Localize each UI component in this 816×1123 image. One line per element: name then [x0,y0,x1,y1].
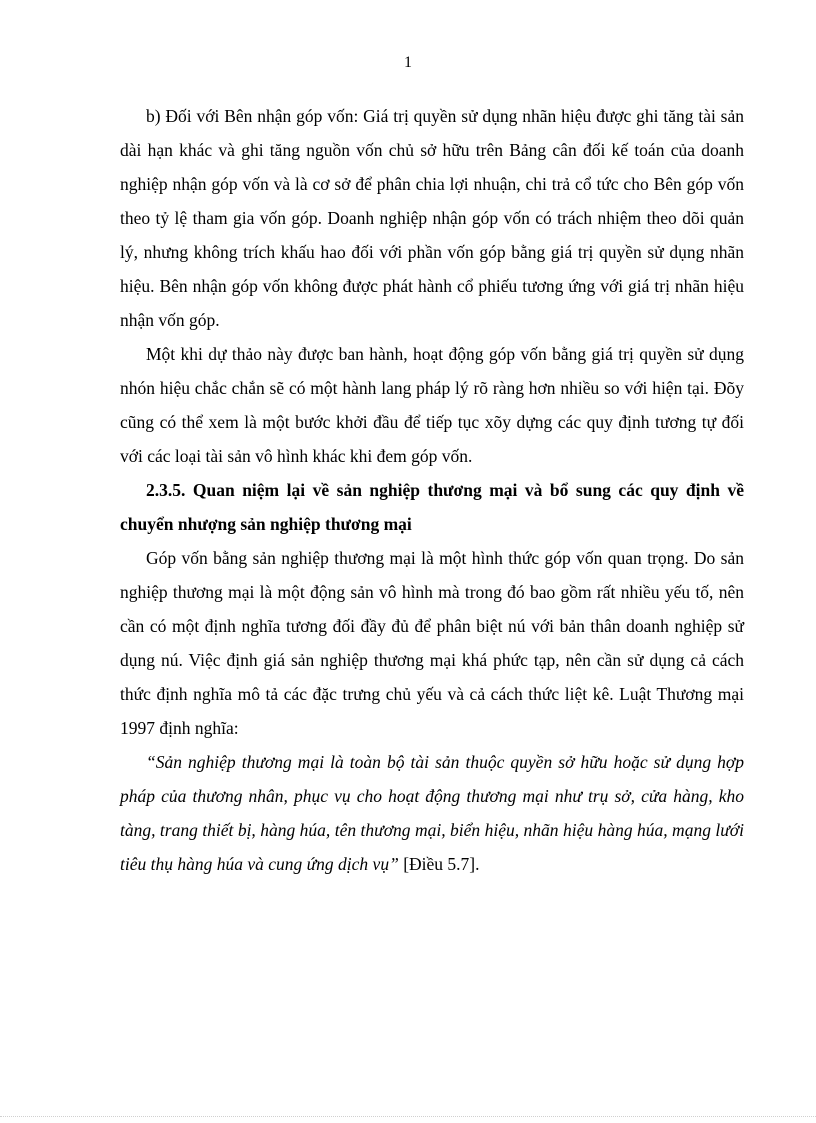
page-number: 1 [404,54,412,71]
paragraph-legal-definition [120,745,744,881]
paragraph-commercial-enterprise: Góp vốn bằng sản nghiệp thương mại là một hình thức góp vốn quan trọng. Do sản nghiệp thương mại là một động sản vô hình mà trong đó bao gồm rất nhiều yếu tố, nên cần có một định nghĩa tương đối đầy đủ để phân biệt nú với bản thân doanh nghiệp sử dụng nú. Việc định giá sản nghiệp thương mại khá phức tạp, nên cần sử dụng cả cách thức định nghĩa mô tả các đặc trưng chủ yếu và cả cách thức liệt kê. Luật Thương mại 1997 định nghĩa: [120,548,744,738]
page-bottom-border [0,1116,816,1117]
paragraph-draft-impact: Một khi dự thảo này được ban hành, hoạt động góp vốn bằng giá trị quyền sử dụng nhón hiệu chắc chắn sẽ có một hành lang pháp lý rõ ràng hơn nhiều so với hiện tại. Đõy cũng có thể xem là một bước khởi đầu để tiếp tục xõy dựng các quy định tương tự đối với các loại tài sản vô hình khác khi đem góp vốn. [120,344,744,466]
quote-citation: [Điều 5.7]. [398,854,480,874]
quoted-definition: “Sản nghiệp thương mại là toàn bộ tài sản thuộc quyền sở hữu hoặc sử dụng hợp pháp của thương nhân, phục vụ cho hoạt động thương mại như trụ sở, cửa hàng, kho tàng, trang thiết bị, hàng húa, tên thương mại, biển hiệu, nhãn hiệu hàng húa, mạng lưới tiêu thụ hàng húa và cung ứng dịch vụ” [120,752,744,874]
paragraph-recipient-accounting: b) Đối với Bên nhận góp vốn: Giá trị quyền sử dụng nhãn hiệu được ghi tăng tài sản dài hạn khác và ghi tăng nguồn vốn chủ sở hữu trên Bảng cân đối kế toán của doanh nghiệp nhận góp vốn và là cơ sở để phân chia lợi nhuận, chi trả cổ tức cho Bên góp vốn theo tỷ lệ tham gia vốn góp. Doanh nghiệp nhận góp vốn có trách nhiệm theo dõi quản lý, nhưng không trích khấu hao đối với phần vốn góp bằng giá trị quyền sử dụng nhãn hiệu. Bên nhận góp vốn không được phát hành cổ phiếu tương ứng với giá trị nhãn hiệu nhận vốn góp. [120,106,744,330]
document-body [120,99,744,881]
section-heading-2-3-5: 2.3.5. Quan niệm lại về sản nghiệp thương mại và bổ sung các quy định về chuyển nhượng sản nghiệp thương mại [120,480,744,534]
